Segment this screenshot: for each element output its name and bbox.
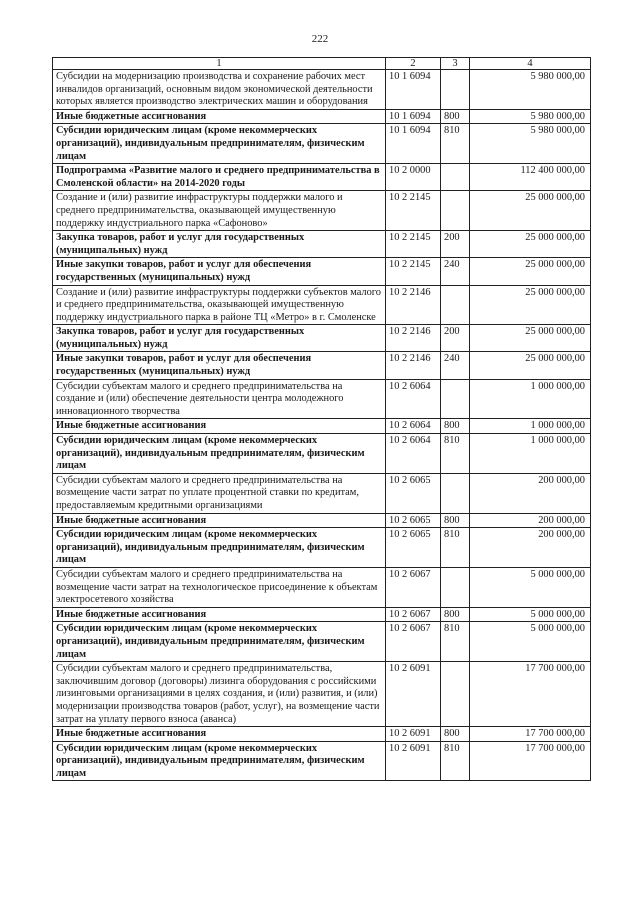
row-name-cell: Закупка товаров, работ и услуг для государственных (муниципальных) нужд [53, 325, 386, 352]
row-amount-cell: 5 980 000,00 [470, 109, 591, 124]
row-name-cell: Субсидии субъектам малого и среднего предпринимательства на возмещение части затрат на технологическое присоединение к объектам электросетевого хозяйства [53, 567, 386, 607]
header-col-4: 4 [470, 58, 591, 70]
row-code-cell: 10 2 2146 [386, 352, 441, 379]
table-row [53, 473, 591, 513]
row-code-cell: 10 2 6091 [386, 727, 441, 742]
table-row [53, 70, 591, 110]
header-col-2: 2 [386, 58, 441, 70]
row-code-cell: 10 2 0000 [386, 164, 441, 191]
row-amount-cell: 1 000 000,00 [470, 434, 591, 474]
row-name-cell: Субсидии на модернизацию производства и сохранение рабочих мест инвалидов организаций, основным видом экономической деятельности которых является производство электрических машин и оборудования [53, 70, 386, 110]
row-type-cell: 810 [441, 528, 470, 568]
table-row [53, 727, 591, 742]
row-type-cell [441, 473, 470, 513]
table-header-row [53, 58, 591, 70]
budget-table [52, 57, 591, 781]
table-row [53, 124, 591, 164]
row-code-cell: 10 2 6064 [386, 379, 441, 419]
table-row [53, 513, 591, 528]
table-row [53, 258, 591, 285]
row-code-cell: 10 2 6091 [386, 741, 441, 781]
row-code-cell: 10 2 6065 [386, 513, 441, 528]
table-row [53, 325, 591, 352]
table-row [53, 567, 591, 607]
table-row [53, 109, 591, 124]
header-col-3: 3 [441, 58, 470, 70]
row-code-cell: 10 2 6067 [386, 567, 441, 607]
row-code-cell: 10 2 2146 [386, 285, 441, 325]
table-row [53, 191, 591, 231]
row-type-cell: 800 [441, 419, 470, 434]
row-type-cell [441, 285, 470, 325]
row-code-cell: 10 2 6091 [386, 662, 441, 727]
table-row [53, 434, 591, 474]
row-amount-cell: 5 000 000,00 [470, 567, 591, 607]
row-name-cell: Субсидии субъектам малого и среднего предпринимательства, заключившим договор (договоры) лизинга оборудования с российскими лизинговыми организациями в целях создания, и (или) развития, и (или) модернизации производства товаров (работ, услуг), на возмещение части затрат на уплату первого взноса (аванса) [53, 662, 386, 727]
row-type-cell: 810 [441, 622, 470, 662]
table-row [53, 741, 591, 781]
row-amount-cell: 200 000,00 [470, 473, 591, 513]
row-amount-cell: 200 000,00 [470, 528, 591, 568]
row-name-cell: Субсидии юридическим лицам (кроме некоммерческих организаций), индивидуальным предпринимателям, физическим лицам [53, 434, 386, 474]
row-type-cell: 800 [441, 727, 470, 742]
row-code-cell: 10 2 6067 [386, 607, 441, 622]
row-amount-cell: 1 000 000,00 [470, 419, 591, 434]
row-amount-cell: 112 400 000,00 [470, 164, 591, 191]
table-row [53, 352, 591, 379]
row-code-cell: 10 1 6094 [386, 124, 441, 164]
row-code-cell: 10 2 2146 [386, 325, 441, 352]
row-type-cell: 810 [441, 124, 470, 164]
row-type-cell [441, 164, 470, 191]
row-code-cell: 10 2 6064 [386, 419, 441, 434]
row-name-cell: Иные бюджетные ассигнования [53, 727, 386, 742]
page-number: 222 [311, 33, 329, 45]
row-amount-cell: 17 700 000,00 [470, 741, 591, 781]
table-row [53, 231, 591, 258]
row-type-cell: 810 [441, 741, 470, 781]
table-row [53, 622, 591, 662]
row-name-cell: Субсидии юридическим лицам (кроме некоммерческих организаций), индивидуальным предпринимателям, физическим лицам [53, 741, 386, 781]
row-code-cell: 10 2 2145 [386, 191, 441, 231]
row-amount-cell: 17 700 000,00 [470, 662, 591, 727]
row-code-cell: 10 2 6065 [386, 473, 441, 513]
row-name-cell: Субсидии юридическим лицам (кроме некоммерческих организаций), индивидуальным предпринимателям, физическим лицам [53, 528, 386, 568]
row-amount-cell: 25 000 000,00 [470, 352, 591, 379]
row-name-cell: Закупка товаров, работ и услуг для государственных (муниципальных) нужд [53, 231, 386, 258]
row-type-cell [441, 191, 470, 231]
row-type-cell: 800 [441, 607, 470, 622]
row-type-cell: 800 [441, 513, 470, 528]
row-code-cell: 10 2 6064 [386, 434, 441, 474]
row-amount-cell: 25 000 000,00 [470, 325, 591, 352]
row-name-cell: Иные бюджетные ассигнования [53, 109, 386, 124]
row-amount-cell: 17 700 000,00 [470, 727, 591, 742]
row-type-cell [441, 379, 470, 419]
row-type-cell [441, 662, 470, 727]
row-name-cell: Субсидии юридическим лицам (кроме некоммерческих организаций), индивидуальным предпринимателям, физическим лицам [53, 124, 386, 164]
row-amount-cell: 200 000,00 [470, 513, 591, 528]
row-type-cell: 200 [441, 325, 470, 352]
row-code-cell: 10 1 6094 [386, 70, 441, 110]
row-type-cell: 200 [441, 231, 470, 258]
row-name-cell: Иные закупки товаров, работ и услуг для обеспечения государственных (муниципальных) нужд [53, 258, 386, 285]
table-row [53, 662, 591, 727]
row-type-cell: 800 [441, 109, 470, 124]
row-code-cell: 10 2 6065 [386, 528, 441, 568]
table-row [53, 379, 591, 419]
row-name-cell: Иные бюджетные ассигнования [53, 419, 386, 434]
table-row [53, 607, 591, 622]
row-name-cell: Иные закупки товаров, работ и услуг для обеспечения государственных (муниципальных) нужд [53, 352, 386, 379]
row-amount-cell: 25 000 000,00 [470, 191, 591, 231]
row-amount-cell: 25 000 000,00 [470, 285, 591, 325]
row-type-cell: 240 [441, 352, 470, 379]
row-code-cell: 10 2 2145 [386, 258, 441, 285]
row-name-cell: Подпрограмма «Развитие малого и среднего предпринимательства в Смоленской области» на 2014-2020 годы [53, 164, 386, 191]
table-row [53, 419, 591, 434]
row-type-cell: 240 [441, 258, 470, 285]
row-name-cell: Субсидии субъектам малого и среднего предпринимательства на создание и (или) обеспечение деятельности центра молодежного инновационного творчества [53, 379, 386, 419]
row-amount-cell: 5 980 000,00 [470, 70, 591, 110]
row-name-cell: Субсидии субъектам малого и среднего предпринимательства на возмещение части затрат по уплате процентной ставки по кредитам, предоставляемым кредитными организациями [53, 473, 386, 513]
row-amount-cell: 5 980 000,00 [470, 124, 591, 164]
row-amount-cell: 25 000 000,00 [470, 231, 591, 258]
table-row [53, 528, 591, 568]
row-name-cell: Иные бюджетные ассигнования [53, 513, 386, 528]
row-code-cell: 10 2 6067 [386, 622, 441, 662]
row-amount-cell: 25 000 000,00 [470, 258, 591, 285]
row-type-cell [441, 567, 470, 607]
row-type-cell: 810 [441, 434, 470, 474]
row-name-cell: Иные бюджетные ассигнования [53, 607, 386, 622]
row-name-cell: Субсидии юридическим лицам (кроме некоммерческих организаций), индивидуальным предпринимателям, физическим лицам [53, 622, 386, 662]
row-type-cell [441, 70, 470, 110]
row-amount-cell: 5 000 000,00 [470, 607, 591, 622]
header-col-1: 1 [53, 58, 386, 70]
row-amount-cell: 1 000 000,00 [470, 379, 591, 419]
row-amount-cell: 5 000 000,00 [470, 622, 591, 662]
row-code-cell: 10 1 6094 [386, 109, 441, 124]
row-name-cell: Создание и (или) развитие инфраструктуры поддержки субъектов малого и среднего предпринимательства, оказывающей имущественную поддержку индустриального парка в районе ТЦ «Метро» в г. Смоленске [53, 285, 386, 325]
row-name-cell: Создание и (или) развитие инфраструктуры поддержки малого и среднего предпринимательства, оказывающей имущественную поддержку индустриального парка «Сафоново» [53, 191, 386, 231]
table-row [53, 285, 591, 325]
table-row [53, 164, 591, 191]
row-code-cell: 10 2 2145 [386, 231, 441, 258]
